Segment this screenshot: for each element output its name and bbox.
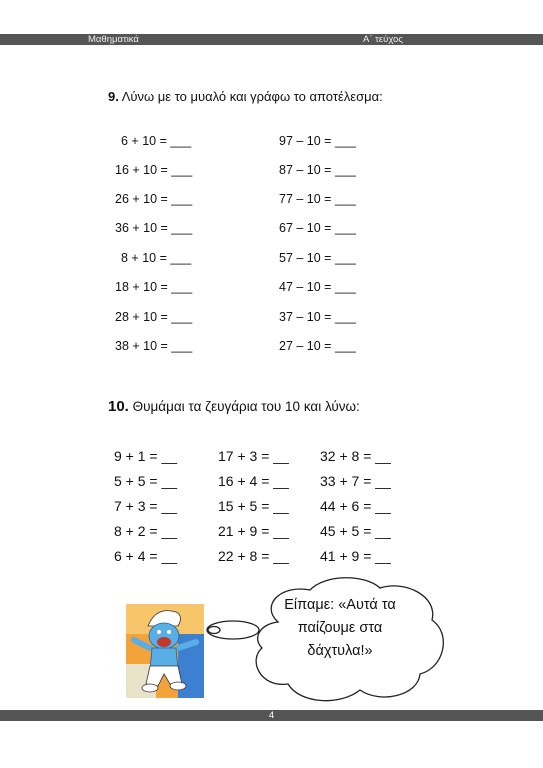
ex10-col3-3: 44 + 6 = __: [320, 498, 391, 514]
ex9-left-6: 18 + 10 = ___: [115, 280, 193, 294]
exercise-9-heading: [108, 89, 383, 104]
header-volume: Α΄ τεύχος: [363, 34, 403, 45]
ex9-right-4: 67 – 10 = ___: [279, 221, 356, 235]
ex10-col1-2: 5 + 5 = __: [114, 473, 178, 489]
ex9-left-8: 38 + 10 = ___: [115, 339, 193, 353]
exercise-10-number: 10.: [108, 398, 129, 415]
ex10-col3-1: 32 + 8 = __: [320, 448, 391, 464]
ex9-right-8: 27 – 10 = ___: [279, 339, 356, 353]
ex9-left-2: 16 + 10 = ___: [115, 163, 193, 177]
ex10-col1-3: 7 + 3 = __: [114, 498, 178, 514]
ex9-right-6: 47 – 10 = ___: [279, 280, 356, 294]
ex9-right-3: 77 – 10 = ___: [279, 192, 356, 206]
ex10-col1-4: 8 + 2 = __: [114, 523, 178, 539]
ex10-col3-5: 41 + 9 = __: [320, 548, 391, 564]
ex10-col3-2: 33 + 7 = __: [320, 473, 391, 489]
ex10-col1-1: 9 + 1 = __: [114, 448, 178, 464]
ex9-left-3: 26 + 10 = ___: [115, 192, 193, 206]
cloud-text-line-3: δάχτυλα!»: [307, 643, 373, 659]
exercise-10-instruction: Θυμάμαι τα ζευγάρια του 10 και λύνω:: [132, 399, 360, 414]
ex9-left-1: 6 + 10 = ___: [121, 134, 192, 148]
page-number: 4: [268, 710, 275, 721]
ex9-left-4: 36 + 10 = ___: [115, 221, 193, 235]
page-footer-bar: [0, 710, 543, 721]
smurf-illustration: [126, 604, 204, 698]
page-header-bar: [0, 34, 543, 45]
ex10-col2-3: 15 + 5 = __: [218, 498, 289, 514]
ex10-col2-5: 22 + 8 = __: [218, 548, 289, 564]
ex9-left-7: 28 + 10 = ___: [115, 310, 193, 324]
ex9-right-1: 97 – 10 = ___: [279, 134, 356, 148]
exercise-10-heading: [108, 398, 360, 415]
ex10-col2-2: 16 + 4 = __: [218, 473, 289, 489]
ex10-col1-5: 6 + 4 = __: [114, 548, 178, 564]
cloud-text-line-2: παίζουμε στα: [297, 620, 383, 636]
ex9-right-7: 37 – 10 = ___: [279, 310, 356, 324]
ex10-col2-4: 21 + 9 = __: [218, 523, 289, 539]
cloud-text: [270, 594, 410, 663]
ex9-right-5: 57 – 10 = ___: [279, 251, 356, 265]
ex9-left-5: 8 + 10 = ___: [121, 251, 192, 265]
exercise-9-number: 9.: [108, 89, 119, 104]
exercise-9-instruction: Λύνω με το μυαλό και γράφω το αποτέλεσμα:: [121, 89, 383, 104]
header-subject: Μαθηματικά: [88, 34, 139, 45]
ex10-col2-1: 17 + 3 = __: [218, 448, 289, 464]
ex9-right-2: 87 – 10 = ___: [279, 163, 356, 177]
cloud-text-line-1: Είπαμε: «Αυτά τα: [284, 597, 396, 613]
ex10-col3-4: 45 + 5 = __: [320, 523, 391, 539]
